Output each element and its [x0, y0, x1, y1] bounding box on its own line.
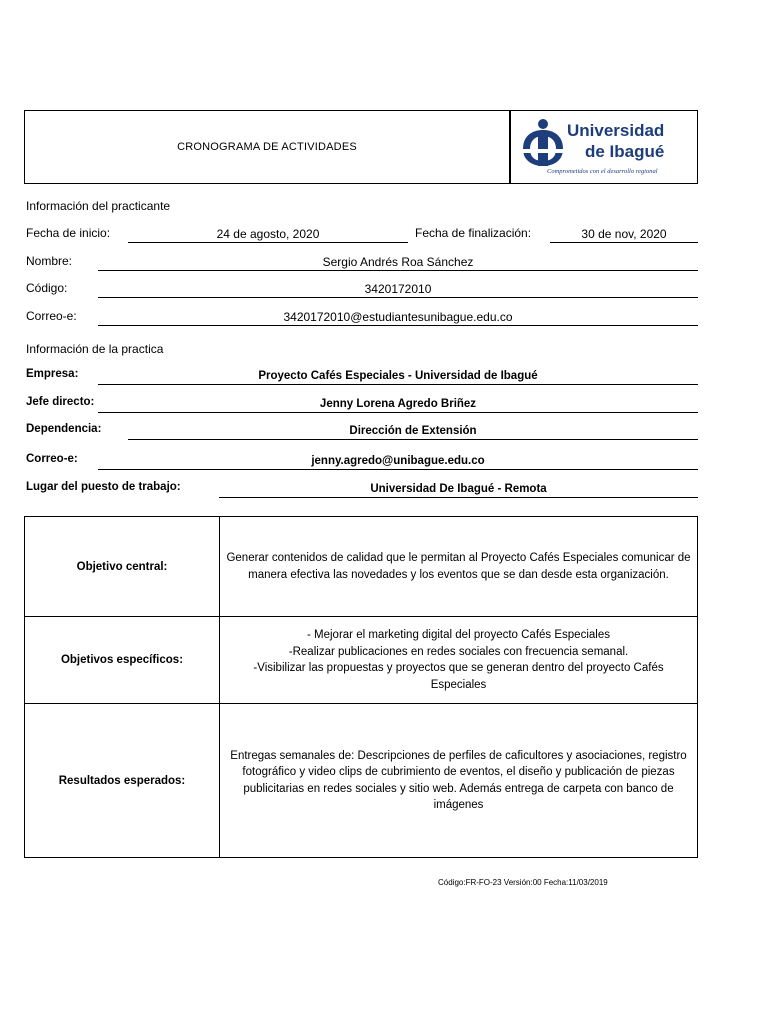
- objetivo-central-line: manera efectiva las novedades y los eventos que se dan desde esta organización.: [248, 568, 669, 581]
- logo-text-ibague: de Ibagué: [585, 142, 665, 161]
- objetivos-table: [24, 516, 698, 858]
- objetivos-especificos-label: Objetivos específicos:: [25, 617, 220, 703]
- correo-jefe-label: Correo-e:: [26, 453, 78, 465]
- document-title: CRONOGRAMA DE ACTIVIDADES: [177, 141, 357, 153]
- codigo-value: 3420172010: [98, 281, 698, 298]
- empresa-value: Proyecto Cafés Especiales - Universidad de Ibagué: [98, 368, 698, 385]
- codigo-label: Código:: [26, 281, 68, 295]
- resultados-esperados-row: [25, 704, 697, 857]
- resultados-esperados-content: [220, 704, 697, 857]
- lugar-label: Lugar del puesto de trabajo:: [26, 481, 181, 493]
- jefe-value: Jenny Lorena Agredo Briñez: [98, 396, 698, 413]
- logo-text-universidad: Universidad: [567, 121, 665, 140]
- fecha-inicio-label: Fecha de inicio:: [26, 226, 111, 240]
- objetivo-central-line: Generar contenidos de calidad que le permitan al Proyecto Cafés Especiales comunicar de: [226, 552, 691, 564]
- section-title-practica: Información de la practica: [26, 342, 164, 356]
- header-divider: [509, 111, 511, 183]
- objetivos-especificos-row: [25, 617, 697, 704]
- objetivo-central-label: Objetivo central:: [25, 517, 220, 616]
- resultados-esperados-label: Resultados esperados:: [25, 704, 220, 857]
- objetivo-central-content: [220, 517, 697, 616]
- fecha-fin-label: Fecha de finalización:: [415, 226, 532, 240]
- lugar-value: Universidad De Ibagué - Remota: [219, 481, 698, 498]
- objetivos-especificos-content: [220, 617, 697, 703]
- dependencia-label: Dependencia:: [26, 423, 102, 435]
- correo-practicante-label: Correo-e:: [26, 309, 77, 323]
- university-logo: [519, 117, 695, 179]
- objetivo-especifico-line: - Mejorar el marketing digital del proyecto Cafés Especiales: [307, 629, 610, 641]
- fecha-fin-value: 30 de nov, 2020: [550, 226, 698, 243]
- resultado-line: Entregas semanales de: Descripciones de perfiles de caficultores y asociaciones, registro: [230, 749, 687, 762]
- document-version-code: Código:FR-FO-23 Versión:00 Fecha:11/03/2019: [438, 878, 608, 887]
- empresa-label: Empresa:: [26, 368, 79, 380]
- objetivo-especifico-line: -Visibilizar las propuestas y proyectos que se generan dentro del proyecto Cafés Especiales: [253, 662, 664, 691]
- objetivo-central-row: [25, 517, 697, 617]
- document-header: [24, 110, 698, 184]
- resultado-line: fotográfico y video clips de cubrimiento de eventos, el diseño y publicación de piezas: [242, 766, 675, 778]
- university-emblem-icon: [519, 117, 565, 167]
- correo-practicante-value: 3420172010@estudiantesunibague.edu.co: [98, 309, 698, 326]
- section-title-practicante: Información del practicante: [26, 199, 171, 213]
- jefe-label: Jefe directo:: [26, 396, 95, 408]
- nombre-value: Sergio Andrés Roa Sánchez: [98, 254, 698, 271]
- fecha-inicio-value: 24 de agosto, 2020: [128, 226, 408, 243]
- nombre-label: Nombre:: [26, 254, 73, 268]
- objetivo-especifico-line: -Realizar publicaciones en redes sociales con frecuencia semanal.: [288, 645, 629, 658]
- resultado-line: publicitarias en redes sociales y sitio web. Además entrega de carpeta con banco de imágenes: [243, 782, 674, 811]
- dependencia-value: Dirección de Extensión: [128, 423, 698, 440]
- logo-slogan: Comprometidos con el desarrollo regional: [547, 168, 658, 175]
- correo-jefe-value: jenny.agredo@unibague.edu.co: [98, 453, 698, 470]
